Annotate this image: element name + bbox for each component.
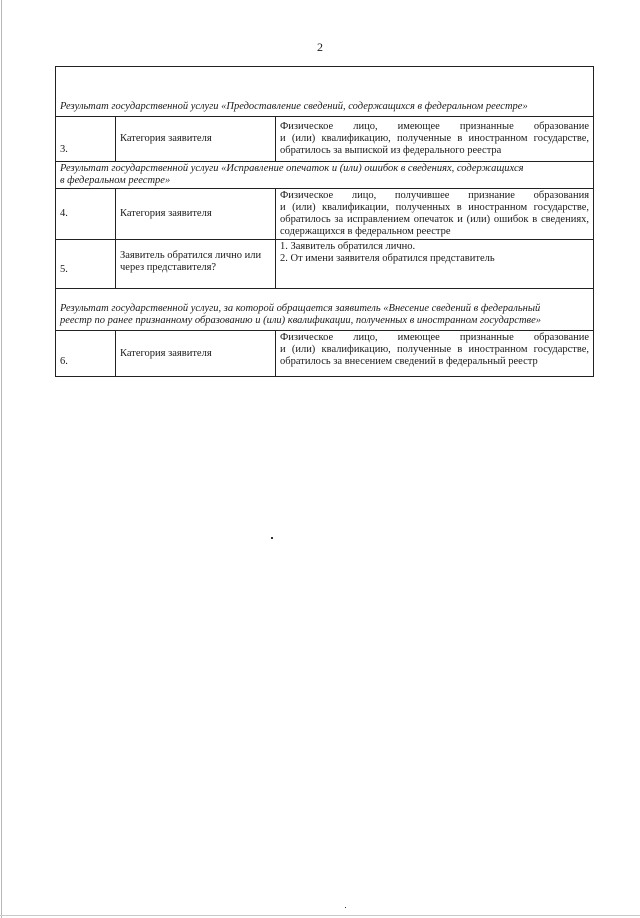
value-line: и (или) квалификацию, полученные в иностранном государстве, xyxy=(280,344,590,355)
table-row xyxy=(56,331,594,377)
page-edge-left xyxy=(1,0,2,918)
value-line: обратилось за внесением сведений в федеральный реестр xyxy=(280,356,538,367)
label-line: через представителя? xyxy=(120,262,217,273)
section-row-3 xyxy=(56,289,594,331)
table-row xyxy=(56,117,594,162)
table-row xyxy=(56,240,594,289)
row-label: Категория заявителя xyxy=(116,189,276,240)
section-title xyxy=(56,289,594,331)
scan-speck xyxy=(345,907,346,908)
row-value xyxy=(276,240,594,289)
value-line: и (или) квалификацию, полученные в иностранном государстве, xyxy=(280,133,590,144)
value-line: 1. Заявитель обратился лично. xyxy=(280,241,416,252)
section-row-1 xyxy=(56,67,594,117)
section-title-line: в федеральном реестре» xyxy=(60,175,171,186)
value-line: Физическое лицо, имеющее признанные образование xyxy=(280,121,590,132)
value-line: Физическое лицо, имеющее признанные образование xyxy=(280,332,590,343)
section-title-line: Результат государственной услуги «Исправление опечаток и (или) ошибок в сведениях, содержащихся xyxy=(60,163,524,174)
value-line: содержащихся в федеральном реестре xyxy=(280,226,451,237)
value-line: и (или) квалификации, полученных в иностранном государстве, xyxy=(280,202,590,213)
section-title xyxy=(56,67,594,117)
section-title xyxy=(56,162,594,189)
value-line: 2. От имени заявителя обратился представитель xyxy=(280,253,495,264)
row-number: 3. xyxy=(56,117,116,162)
section-title-line: Результат государственной услуги, за которой обращается заявитель «Внесение сведений в федеральный xyxy=(60,303,541,314)
row-label xyxy=(116,240,276,289)
value-line: обратилось за исправлением опечаток и (или) ошибок в сведениях, xyxy=(280,214,590,225)
section-title-line: Результат государственной услуги «Предоставление сведений, содержащихся в федеральном реестре» xyxy=(60,101,528,112)
page-number: 2 xyxy=(317,40,323,54)
row-label: Категория заявителя xyxy=(116,331,276,377)
services-table xyxy=(55,66,594,377)
row-number: 6. xyxy=(56,331,116,377)
section-row-2 xyxy=(56,162,594,189)
row-value xyxy=(276,189,594,240)
table-row xyxy=(56,189,594,240)
row-number: 5. xyxy=(56,240,116,289)
row-number: 4. xyxy=(56,189,116,240)
row-value xyxy=(276,117,594,162)
row-label: Категория заявителя xyxy=(116,117,276,162)
value-line: обратилось за выпиской из федерального реестра xyxy=(280,145,502,156)
row-value xyxy=(276,331,594,377)
section-title-line: реестр по ранее признанному образованию и (или) квалификации, полученных в иностранном государстве» xyxy=(60,315,542,326)
value-line: Физическое лицо, получившее признание образования xyxy=(280,190,590,201)
label-line: Заявитель обратился лично или xyxy=(120,250,262,261)
scan-speck xyxy=(271,537,273,539)
page-edge-bottom xyxy=(0,915,640,916)
